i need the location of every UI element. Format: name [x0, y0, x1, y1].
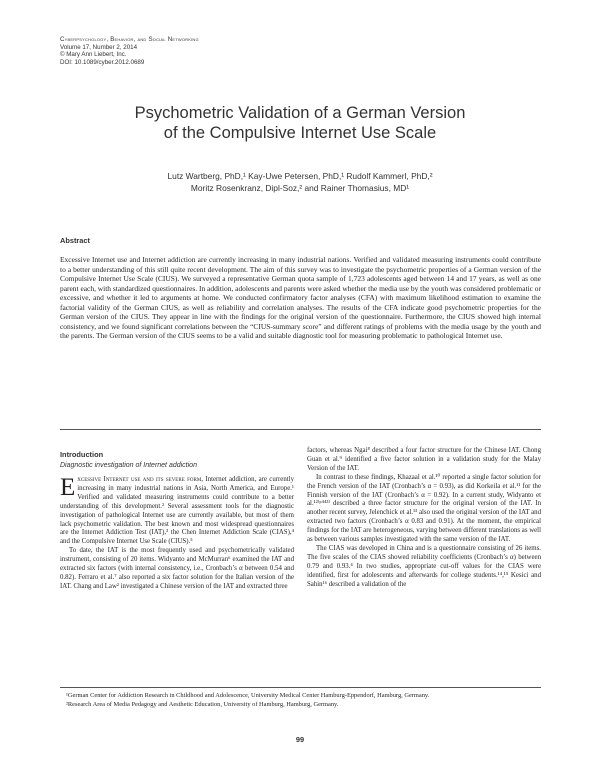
journal-info: [60, 36, 199, 66]
right-column: [307, 447, 541, 590]
abstract-divider: [60, 429, 541, 430]
right-paragraph-3: The CIAS was developed in China and is a questionnaire consisting of 26 items. The five scales of the CIAS showed reliability coefficients (Cronbach’s α) between 0.79 and 0.93.⁴ In two studies, appropriate cut-off values for the CIAS were identified, first for adolescents and afterwards for college students.¹⁴,¹⁵ Kesici and Sahin¹⁶ described a validation of the: [307, 544, 541, 588]
journal-doi: DOI: 10.1089/cyber.2012.0689: [60, 58, 145, 66]
intro-paragraph-1: [60, 476, 294, 547]
authors-line1: Lutz Wartberg, PhD,¹ Kay-Uwe Petersen, PhD,¹ Rudolf Kammerl, PhD,²: [167, 171, 433, 181]
right-paragraph-1: factors, whereas Ngai⁸ described a four factor structure for the Chinese IAT. Chong Guan et al.⁹ identified a five factor solution in a validation study for the Malay Version of the IAT.: [307, 447, 541, 472]
paper-title-line2: of the Compulsive Internet Use Scale: [163, 124, 437, 142]
intro-paragraph-2: To date, the IAT is the most frequently used and psychometrically validated instrument, consisting of 20 items. Widyanto and McMurran⁶ examined the IAT and extracted six factors (with internal consistency, i.e., Cronbach’s α between 0.54 and 0.82). Ferraro et al.⁷ also reported a six factor solution for the Italian version of the IAT. Chang and Law² investigated a Chinese version of the IAT and extracted three: [60, 547, 294, 590]
paper-title-line1: Psychometric Validation of a German Version: [134, 104, 466, 122]
intro-subheading: Diagnostic investigation of Internet addiction: [60, 462, 197, 469]
intro-lead-in: xcessive Internet use and its severe form,: [77, 476, 203, 483]
drop-cap: E: [60, 474, 76, 501]
intro-paragraph-1-text: Internet addiction, are currently increasing in many industrial nations in Asia, North America, and Europe.¹ Verified and validated measuring instruments could contribute to a better understanding of this development.² Several assessment tools for the diagnostic investigation of pathological Internet use are currently available, but most of them lack psychometric validation. The best known and most widespread questionnaires are the Internet Addiction Test (IAT),³ the Chen Internet Addiction Scale (CIAS),⁴ and the Compulsive Internet Use Scale (CIUS).⁵: [60, 476, 294, 546]
abstract-heading: Abstract: [60, 236, 90, 245]
journal-copyright: © Mary Ann Liebert, Inc.: [60, 51, 127, 59]
footnote-divider: [60, 687, 541, 688]
journal-volume: Volume 17, Number 2, 2014: [60, 43, 138, 51]
left-column: [60, 450, 294, 592]
abstract-text: Excessive Internet use and Internet addiction are currently increasing in many industrial nations. Verified and validated measuring instruments could contribute to a better understanding of this still quite recent development. The aim of this survey was to investigate the psychometric properties of a German version of the Compulsive Internet Use Scale (CIUS). We surveyed a representative German quota sample of 1,723 adolescents aged between 14 and 17 years, as well as one parent each, with standardized questionnaires. In addition, adolescents and parents were asked whether the media use by the youth was considered problematic or excessive, and whether it led to arguments at home. We conducted confirmatory factor analyses (CFA) with maximum likelihood estimation to examine the factorial validity of the German CIUS, as well as reliability and correlation analyses. The results of the CFA indicate good psychometric properties for the German version of the CIUS. They appear in line with the findings for the original version of the questionnaire. Furthermore, the CIUS showed high internal consistency, and we found significant correlations between the “CIUS-summary score” and different ratings of problems with the media usage by the youth and the parents. The German version of the CIUS seems to be a valid and suitable diagnostic tool for measuring problematic to pathological Internet use.: [60, 255, 542, 341]
footnote-1: ¹German Center for Addiction Research in Childhood and Adolescence, University Medical Center Hamburg-Eppendorf, Hamburg, Germany.: [66, 692, 430, 699]
footnote-2: ²Research Area of Media Pedagogy and Aesthetic Education, University of Hamburg, Hamburg, Germany.: [66, 701, 339, 709]
author-list: [60, 170, 540, 194]
intro-heading: Introduction: [60, 450, 104, 459]
journal-name: Cyberpsychology, Behavior, and Social Networking: [60, 36, 199, 43]
page-number: 99: [295, 735, 305, 744]
paper-title: [60, 103, 540, 143]
authors-line2: Moritz Rosenkranz, Dipl-Soz,² and Rainer Thomasius, MD¹: [190, 183, 410, 193]
footnotes: [60, 692, 541, 710]
right-paragraph-2: In contrast to these findings, Khazaal et al.¹⁰ reported a single factor solution for the French version of the IAT (Cronbach’s α = 0.93), as did Korkeila et al.¹¹ for the Finnish version of the IAT (Cronbach’s α = 0.92). In a current study, Widyanto et al.¹²⁽ᵖ⁴⁴³⁾ described a three factor structure for the original version of the IAT. In another recent survey, Jelenchick et al.¹³ also used the original version of the IAT and extracted two factors (Cronbach’s α 0.83 and 0.91). At the moment, the empirical findings for the IAT are heterogeneous, varying between different translations as well as between various samples investigated with the same version of the IAT.: [307, 473, 541, 544]
